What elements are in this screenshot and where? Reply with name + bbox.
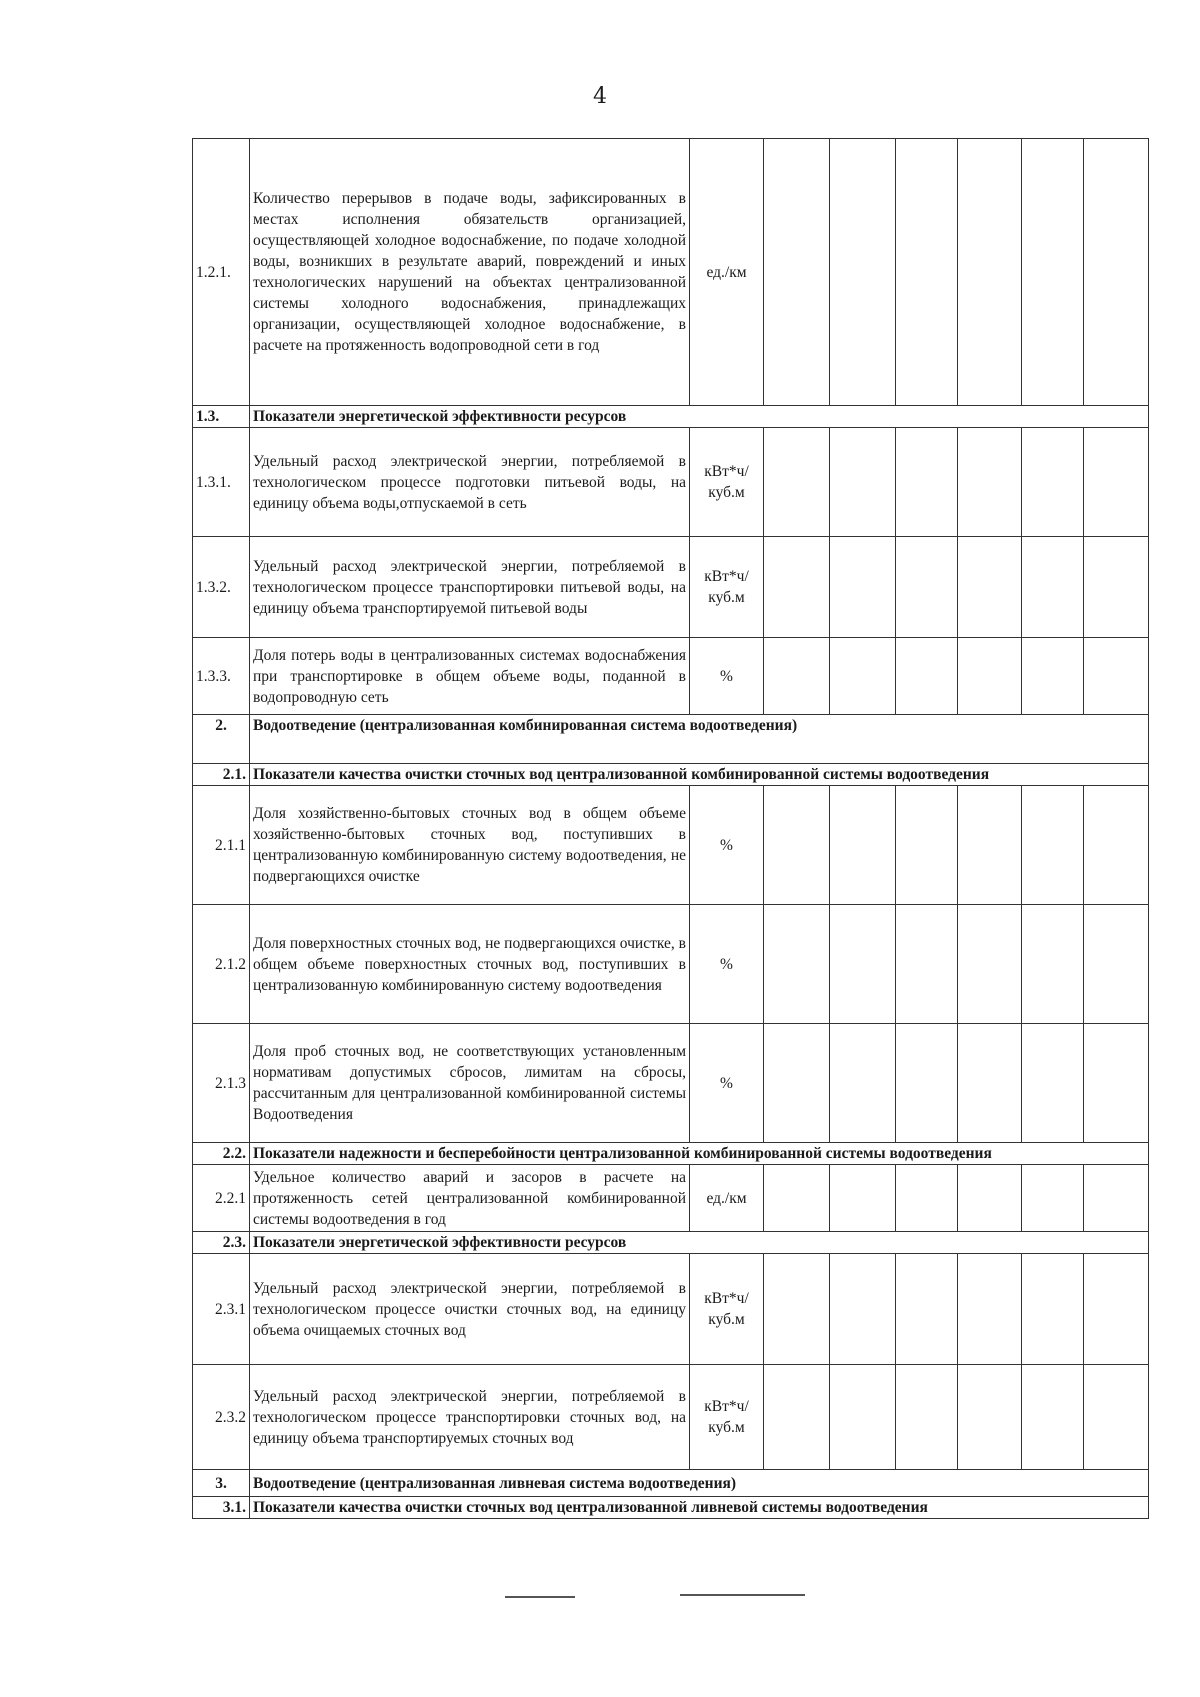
value-cell: [958, 1254, 1022, 1365]
value-cell: [1084, 905, 1149, 1024]
row-number: 2.1.1: [193, 786, 250, 905]
value-cell: [1022, 139, 1084, 406]
row-description: Удельное количество аварий и засоров в расчете на протяженность сетей централизованной комбинированной системы водоотведения в год: [250, 1165, 690, 1232]
table-row: [193, 1254, 1149, 1365]
row-description: Удельный расход электрической энергии, потребляемой в технологическом процессе подготовки питьевой воды, на единицу объема воды,отпускаемой в сеть: [250, 428, 690, 537]
indicators-table: [192, 138, 1149, 1519]
value-cell: [896, 139, 958, 406]
section-number: 2.: [193, 715, 250, 764]
row-unit: ед./км: [690, 139, 764, 406]
row-description: Удельный расход электрической энергии, потребляемой в технологическом процессе транспортировки сточных вод, на единицу объема транспортируемых сточных вод: [250, 1365, 690, 1470]
value-cell: [896, 1365, 958, 1470]
section-number: 2.3.: [193, 1232, 250, 1254]
row-unit: кВт*ч/ куб.м: [690, 537, 764, 638]
value-cell: [830, 786, 896, 905]
value-cell: [1022, 537, 1084, 638]
value-cell: [1084, 139, 1149, 406]
value-cell: [896, 1254, 958, 1365]
value-cell: [764, 537, 830, 638]
value-cell: [830, 428, 896, 537]
value-cell: [1084, 1254, 1149, 1365]
row-description: Доля поверхностных сточных вод, не подвергающихся очистке, в общем объеме поверхностных сточных вод, поступивших в централизованную комбинированную систему водоотведения: [250, 905, 690, 1024]
section-title: Показатели качества очистки сточных вод централизованной ливневой системы водоотведения: [250, 1497, 1149, 1519]
value-cell: [958, 537, 1022, 638]
table-row: [193, 139, 1149, 406]
value-cell: [896, 786, 958, 905]
table-row: [193, 905, 1149, 1024]
value-cell: [830, 1024, 896, 1143]
section-number: 3.1.: [193, 1497, 250, 1519]
row-number: 2.3.2: [193, 1365, 250, 1470]
value-cell: [1084, 786, 1149, 905]
value-cell: [830, 1365, 896, 1470]
section-title: Водоотведение (централизованная комбинированная система водоотведения): [250, 715, 1149, 764]
row-description: Удельный расход электрической энергии, потребляемой в технологическом процессе очистки сточных вод, на единицу объема очищаемых сточных вод: [250, 1254, 690, 1365]
section-number: 2.2.: [193, 1143, 250, 1165]
section-row: [193, 406, 1149, 428]
value-cell: [764, 1165, 830, 1232]
value-cell: [1022, 786, 1084, 905]
section-title: Показатели энергетической эффективности ресурсов: [250, 406, 1149, 428]
row-unit: %: [690, 786, 764, 905]
value-cell: [1022, 1024, 1084, 1143]
value-cell: [1084, 1165, 1149, 1232]
row-description: Доля потерь воды в централизованных системах водоснабжения при транспортировке в общем объеме воды, поданной в водопроводную сеть: [250, 638, 690, 715]
section-row: [193, 764, 1149, 786]
row-description: Доля хозяйственно-бытовых сточных вод в общем объеме хозяйственно-бытовых сточных вод, поступивших в централизованную комбинированную систему водоотведения, не подвергающихся очистке: [250, 786, 690, 905]
value-cell: [1084, 1365, 1149, 1470]
value-cell: [764, 1254, 830, 1365]
row-unit: кВт*ч/ куб.м: [690, 428, 764, 537]
table-row: [193, 1165, 1149, 1232]
value-cell: [958, 1365, 1022, 1470]
value-cell: [896, 638, 958, 715]
section-number: 2.1.: [193, 764, 250, 786]
row-number: 2.1.2: [193, 905, 250, 1024]
value-cell: [1022, 905, 1084, 1024]
value-cell: [764, 428, 830, 537]
row-number: 1.3.1.: [193, 428, 250, 537]
row-number: 1.2.1.: [193, 139, 250, 406]
value-cell: [830, 638, 896, 715]
value-cell: [764, 638, 830, 715]
value-cell: [958, 1165, 1022, 1232]
section-row: [193, 1143, 1149, 1165]
row-unit: кВт*ч/ куб.м: [690, 1365, 764, 1470]
value-cell: [764, 905, 830, 1024]
value-cell: [764, 786, 830, 905]
value-cell: [1084, 1024, 1149, 1143]
row-unit: %: [690, 1024, 764, 1143]
section-title: Показатели качества очистки сточных вод централизованной комбинированной системы водоотведения: [250, 764, 1149, 786]
value-cell: [764, 139, 830, 406]
value-cell: [764, 1024, 830, 1143]
value-cell: [896, 905, 958, 1024]
value-cell: [1084, 537, 1149, 638]
value-cell: [1022, 1165, 1084, 1232]
value-cell: [958, 428, 1022, 537]
table-row: [193, 428, 1149, 537]
row-unit: ед./км: [690, 1165, 764, 1232]
value-cell: [958, 1024, 1022, 1143]
row-number: 2.2.1: [193, 1165, 250, 1232]
value-cell: [830, 905, 896, 1024]
value-cell: [830, 537, 896, 638]
row-description: Количество перерывов в подаче воды, зафиксированных в местах исполнения обязательств организацией, осуществляющей холодное водоснабжение, по подаче холодной воды, возникших в результате аварий, повреждений и иных технологических нарушений на объектах централизованной системы холодного водоснабжения, принадлежащих организации, осуществляющей холодное водоснабжение, в расчете на протяженность водопроводной сети в год: [250, 139, 690, 406]
value-cell: [958, 139, 1022, 406]
row-unit: %: [690, 905, 764, 1024]
table-row: [193, 1365, 1149, 1470]
value-cell: [830, 1254, 896, 1365]
value-cell: [1022, 428, 1084, 537]
section-row: [193, 1497, 1149, 1519]
row-description: Удельный расход электрической энергии, потребляемой в технологическом процессе транспортировки питьевой воды, на единицу объема транспортируемой питьевой воды: [250, 537, 690, 638]
value-cell: [958, 905, 1022, 1024]
value-cell: [896, 428, 958, 537]
page-number: 4: [593, 84, 607, 109]
row-unit: кВт*ч/ куб.м: [690, 1254, 764, 1365]
value-cell: [1084, 428, 1149, 537]
value-cell: [896, 1024, 958, 1143]
value-cell: [1022, 1254, 1084, 1365]
row-description: Доля проб сточных вод, не соответствующих установленным нормативам допустимых сбросов, лимитам на сбросы, рассчитанным для централизованной комбинированной системы Водоотведения: [250, 1024, 690, 1143]
section-title: Показатели энергетической эффективности ресурсов: [250, 1232, 1149, 1254]
scan-artifact-line: [680, 1594, 805, 1596]
section-number: 1.3.: [193, 406, 250, 428]
row-number: 1.3.3.: [193, 638, 250, 715]
row-number: 1.3.2.: [193, 537, 250, 638]
value-cell: [896, 537, 958, 638]
row-unit: %: [690, 638, 764, 715]
value-cell: [958, 786, 1022, 905]
table-row: [193, 786, 1149, 905]
value-cell: [896, 1165, 958, 1232]
section-row: [193, 1470, 1149, 1497]
table-row: [193, 537, 1149, 638]
section-row: [193, 715, 1149, 764]
value-cell: [1022, 638, 1084, 715]
value-cell: [1022, 1365, 1084, 1470]
value-cell: [830, 139, 896, 406]
value-cell: [830, 1165, 896, 1232]
scan-artifact-line: [505, 1596, 575, 1598]
section-number: 3.: [193, 1470, 250, 1497]
row-number: 2.1.3: [193, 1024, 250, 1143]
table-row: [193, 638, 1149, 715]
section-title: Показатели надежности и бесперебойности централизованной комбинированной системы водоотведения: [250, 1143, 1149, 1165]
table-row: [193, 1024, 1149, 1143]
value-cell: [1084, 638, 1149, 715]
section-row: [193, 1232, 1149, 1254]
row-number: 2.3.1: [193, 1254, 250, 1365]
value-cell: [764, 1365, 830, 1470]
section-title: Водоотведение (централизованная ливневая система водоотведения): [250, 1470, 1149, 1497]
value-cell: [958, 638, 1022, 715]
